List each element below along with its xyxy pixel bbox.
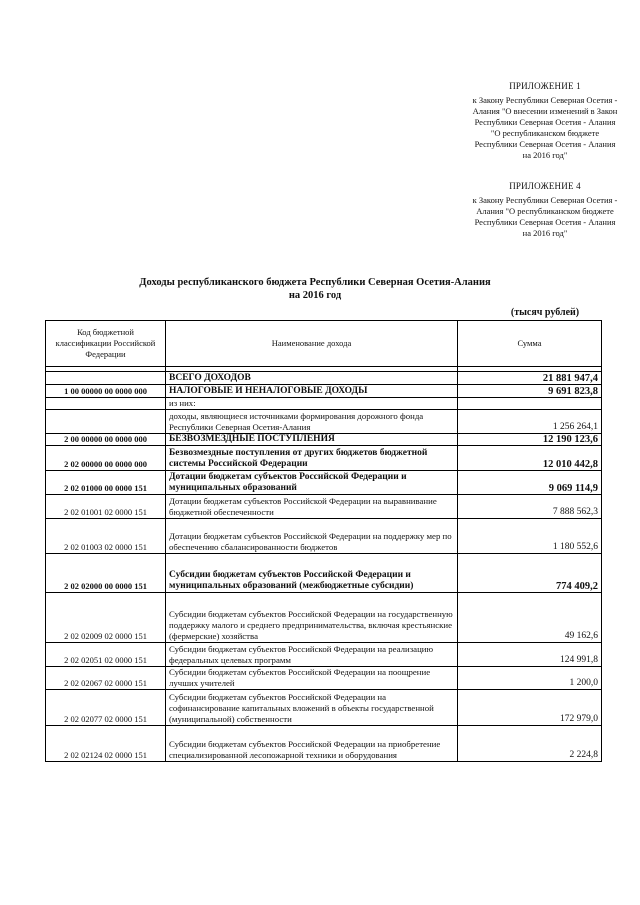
row-code: 2 02 01003 02 0000 151	[46, 519, 166, 554]
table-row	[46, 446, 602, 471]
row-name: Дотации бюджетам субъектов Российской Федерации на выравнивание бюджетной обеспеченности	[166, 495, 458, 519]
row-sum: 21 881 947,4	[458, 372, 602, 385]
document-title	[80, 276, 550, 302]
appendix-4-title: ПРИЛОЖЕНИЕ 4	[509, 181, 581, 191]
row-name: БЕЗВОЗМЕЗДНЫЕ ПОСТУПЛЕНИЯ	[166, 434, 458, 446]
row-name: Субсидии бюджетам субъектов Российской Федерации и муниципальных образований (межбюджетные субсидии)	[166, 554, 458, 593]
row-sum: 9 691 823,8	[458, 385, 602, 398]
table-header-row	[46, 321, 602, 367]
header-sum: Сумма	[458, 321, 602, 367]
table-row	[46, 593, 602, 643]
appendix-4-block	[470, 181, 620, 239]
appendix-1-block	[470, 81, 620, 161]
row-sum: 49 162,6	[458, 593, 602, 643]
row-name: Безвозмездные поступления от других бюджетов бюджетной системы Российской Федерации	[166, 446, 458, 471]
table-row	[46, 690, 602, 726]
row-code: 2 02 01001 02 0000 151	[46, 495, 166, 519]
row-code: 2 02 01000 00 0000 151	[46, 471, 166, 495]
header-name: Наименование дохода	[166, 321, 458, 367]
row-sum: 1 180 552,6	[458, 519, 602, 554]
row-code	[46, 410, 166, 434]
row-sum: 1 200,0	[458, 667, 602, 690]
row-code: 2 02 02124 02 0000 151	[46, 726, 166, 762]
row-name: Субсидии бюджетам субъектов Российской Федерации на софинансирование капитальных вложений в объекты государственной (муниципальной) собственности	[166, 690, 458, 726]
row-code	[46, 372, 166, 385]
row-code: 1 00 00000 00 0000 000	[46, 385, 166, 398]
row-name: НАЛОГОВЫЕ И НЕНАЛОГОВЫЕ ДОХОДЫ	[166, 385, 458, 398]
table-body	[46, 367, 602, 762]
table-row	[46, 385, 602, 398]
table-row	[46, 667, 602, 690]
row-name: Субсидии бюджетам субъектов Российской Федерации на приобретение специализированной лесопожарной техники и оборудования	[166, 726, 458, 762]
row-name: Субсидии бюджетам субъектов Российской Федерации на поощрение лучших учителей	[166, 667, 458, 690]
table-row	[46, 398, 602, 410]
table-row	[46, 726, 602, 762]
table-row	[46, 410, 602, 434]
appendix-1-title: ПРИЛОЖЕНИЕ 1	[509, 81, 581, 91]
table-row	[46, 471, 602, 495]
appendix-4-text: к Закону Республики Северная Осетия - Алания "О республиканском бюджете Республики Северная Осетия - Алания на 2016 год"	[472, 195, 618, 238]
row-sum: 9 069 114,9	[458, 471, 602, 495]
row-sum: 774 409,2	[458, 554, 602, 593]
table-row	[46, 495, 602, 519]
row-sum: 2 224,8	[458, 726, 602, 762]
row-code: 2 02 02009 02 0000 151	[46, 593, 166, 643]
row-code	[46, 398, 166, 410]
table-row	[46, 372, 602, 385]
document-title-line-1: Доходы республиканского бюджета Республики Северная Осетия-Алания	[139, 277, 491, 288]
row-sum: 1 256 264,1	[458, 410, 602, 434]
row-code: 2 02 02077 02 0000 151	[46, 690, 166, 726]
row-sum: 12 010 442,8	[458, 446, 602, 471]
row-sum: 172 979,0	[458, 690, 602, 726]
row-sum: 12 190 123,6	[458, 434, 602, 446]
income-table	[45, 320, 602, 762]
row-code: 2 02 02051 02 0000 151	[46, 643, 166, 667]
document-title-line-2: на 2016 год	[288, 290, 342, 301]
row-code: 2 02 00000 00 0000 000	[46, 446, 166, 471]
table-row	[46, 519, 602, 554]
row-code: 2 00 00000 00 0000 000	[46, 434, 166, 446]
table-row	[46, 434, 602, 446]
row-name: ВСЕГО ДОХОДОВ	[166, 372, 458, 385]
row-name: Субсидии бюджетам субъектов Российской Федерации на реализацию федеральных целевых программ	[166, 643, 458, 667]
row-name: из них:	[166, 398, 458, 410]
row-sum: 124 991,8	[458, 643, 602, 667]
row-name: доходы, являющиеся источниками формирования дорожного фонда Республики Северная Осетия-Алания	[166, 410, 458, 434]
row-name: Субсидии бюджетам субъектов Российской Федерации на государственную поддержку малого и среднего предпринимательства, включая крестьянские (фермерские) хозяйства	[166, 593, 458, 643]
row-code: 2 02 02067 02 0000 151	[46, 667, 166, 690]
table-row	[46, 643, 602, 667]
row-name: Дотации бюджетам субъектов Российской Федерации на поддержку мер по обеспечению сбалансированности бюджетов	[166, 519, 458, 554]
units-label: (тысяч рублей)	[510, 307, 580, 318]
header-code: Код бюджетной классификации Российской Федерации	[46, 321, 166, 367]
row-sum: 7 888 562,3	[458, 495, 602, 519]
row-name: Дотации бюджетам субъектов Российской Федерации и муниципальных образований	[166, 471, 458, 495]
row-code: 2 02 02000 00 0000 151	[46, 554, 166, 593]
row-sum	[458, 398, 602, 410]
appendix-1-text: к Закону Республики Северная Осетия - Алания "О внесении изменений в Закон Республики Северная Осетия - Алания "О республиканском бюджете Республики Северная Осетия - Алания на 2016 год"	[472, 95, 618, 160]
table-row	[46, 554, 602, 593]
